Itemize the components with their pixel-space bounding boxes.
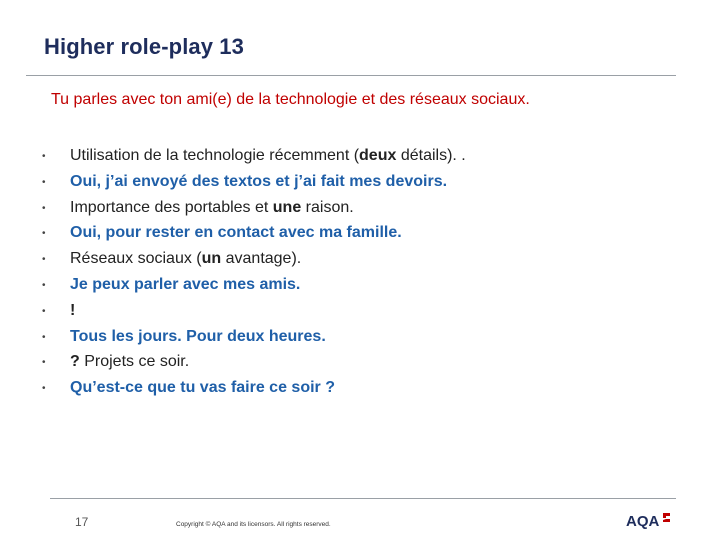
bullet-icon: • — [42, 228, 46, 240]
item-text: Utilisation de la technologie récemment (deux détails). . — [70, 147, 466, 164]
bullet-icon: • — [42, 305, 46, 317]
item-text: ? Projets ce soir. — [70, 353, 190, 371]
bullet-icon: • — [42, 357, 46, 369]
item-text: Tous les jours. Pour deux heures. — [70, 327, 326, 345]
item-text: Je peux parler avec mes amis. — [70, 275, 301, 293]
item-text: Importance des portables et une raison. — [70, 198, 354, 216]
bullet-icon: • — [42, 151, 46, 162]
copyright-notice: Copyright © AQA and its licensors. All rights reserved. — [176, 521, 331, 528]
aqa-logo-text: AQA — [626, 513, 660, 530]
footer-divider — [50, 498, 676, 499]
bullet-icon: • — [42, 383, 46, 395]
item-text: Qu’est-ce que tu vas faire ce soir ? — [70, 379, 335, 397]
bullet-icon: • — [42, 176, 46, 188]
bullet-icon: • — [42, 279, 46, 291]
bullet-icon: • — [42, 254, 46, 266]
aqa-logo-icon — [626, 510, 674, 536]
slide-subtitle: Tu parles avec ton ami(e) de la technologie et des réseaux sociaux. — [51, 91, 530, 108]
item-text: Oui, j’ai envoyé des textos et j’ai fait mes devoirs. — [70, 172, 448, 190]
title-divider — [26, 75, 676, 76]
item-text: ! — [70, 301, 76, 319]
slide-title: Higher role-play 13 — [44, 34, 244, 59]
bullet-icon: • — [42, 202, 46, 214]
bullet-icon: • — [42, 331, 46, 343]
item-text: Réseaux sociaux (un avantage). — [70, 250, 302, 268]
page-number: 17 — [75, 515, 89, 529]
item-text: Oui, pour rester en contact avec ma famille. — [70, 224, 402, 242]
